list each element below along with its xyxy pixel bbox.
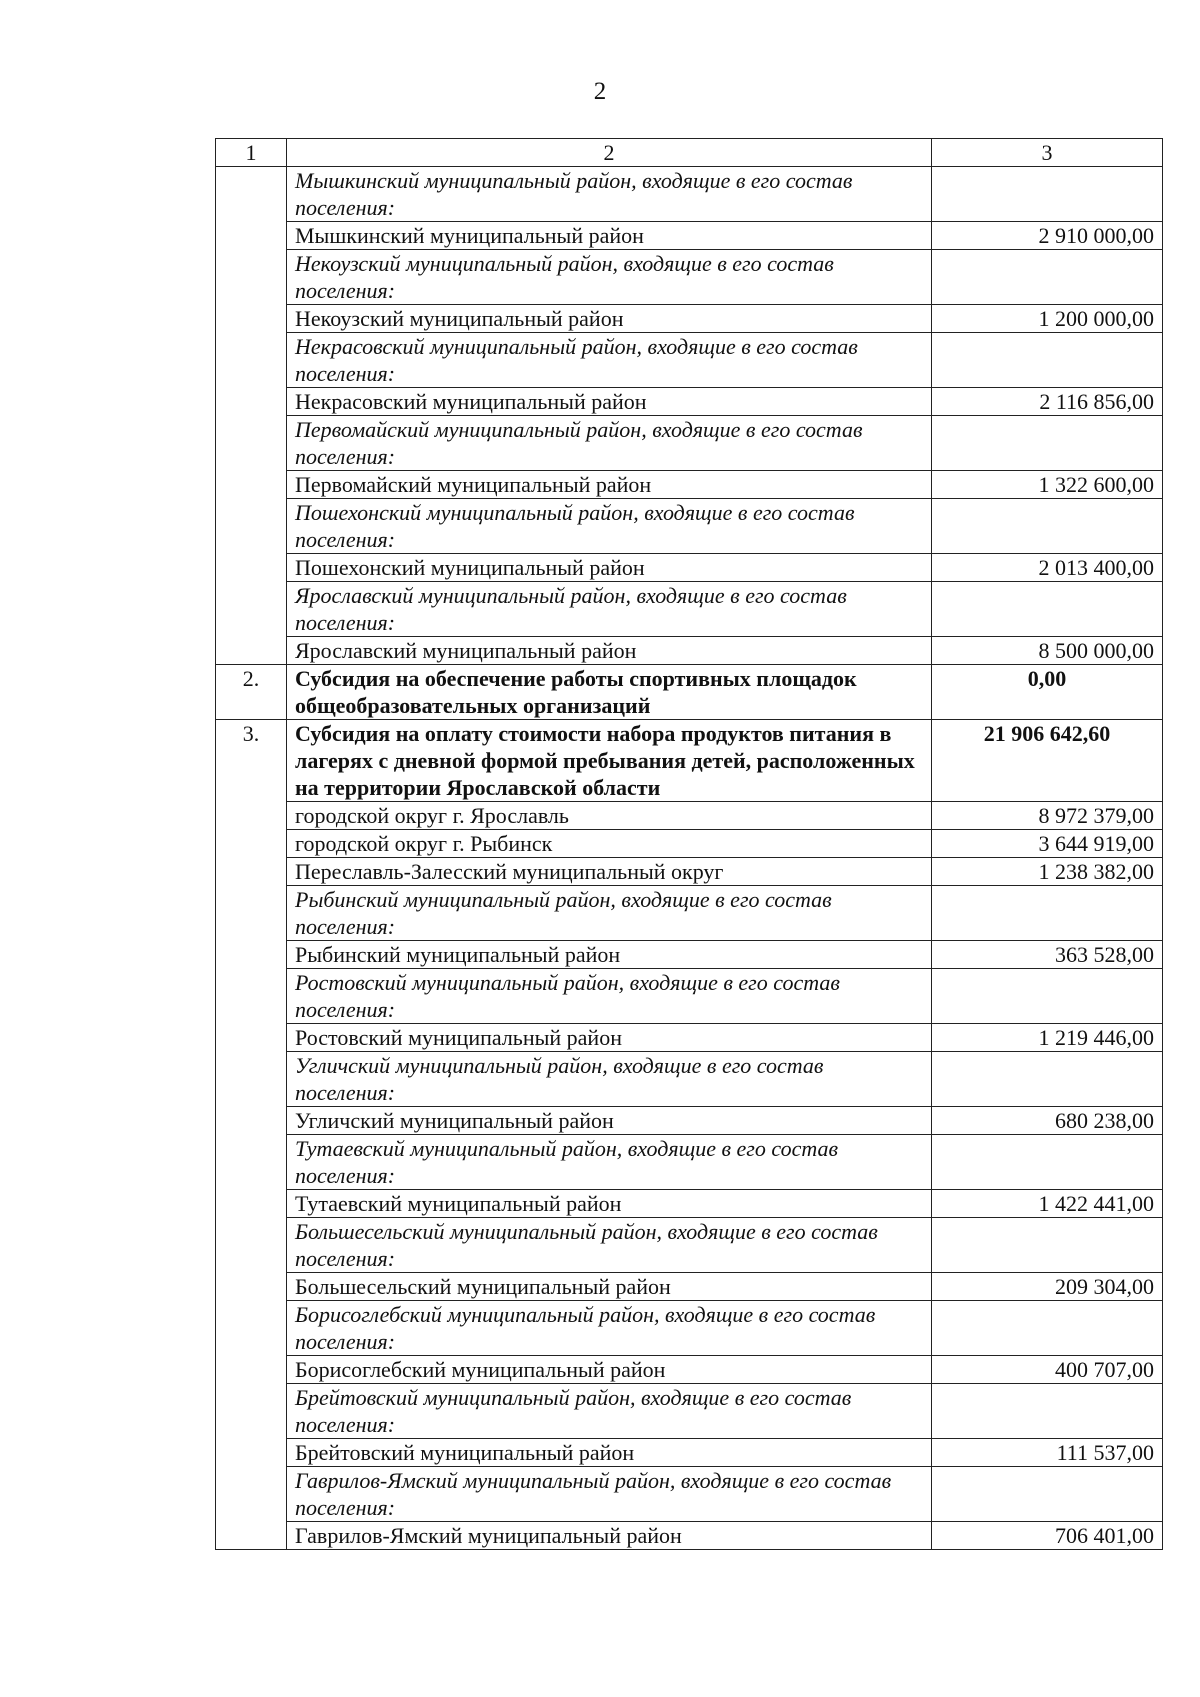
group-heading-row xyxy=(216,250,1163,305)
amount-cell xyxy=(932,333,1163,388)
table-row xyxy=(216,941,1163,969)
section-amount: 21 906 642,60 xyxy=(932,720,1163,802)
row-number: 2. xyxy=(216,665,287,720)
amount-cell: 8 972 379,00 xyxy=(932,802,1163,830)
district-label: Ярославский муниципальный район xyxy=(287,637,932,665)
district-label: Гаврилов-Ямский муниципальный район xyxy=(287,1522,932,1550)
amount-cell: 1 322 600,00 xyxy=(932,471,1163,499)
amount-cell xyxy=(932,250,1163,305)
district-label: Некоузский муниципальный район xyxy=(287,305,932,333)
district-label: Брейтовский муниципальный район xyxy=(287,1439,932,1467)
amount-cell: 3 644 919,00 xyxy=(932,830,1163,858)
amount-cell: 209 304,00 xyxy=(932,1273,1163,1301)
group-heading-row xyxy=(216,1301,1163,1356)
group-heading-row xyxy=(216,1052,1163,1107)
amount-cell xyxy=(932,1384,1163,1439)
table-row xyxy=(216,1190,1163,1218)
district-label: городской округ г. Ярославль xyxy=(287,802,932,830)
group-heading-row xyxy=(216,1218,1163,1273)
group-heading-row xyxy=(216,1135,1163,1190)
group-heading-row xyxy=(216,886,1163,941)
table-row xyxy=(216,388,1163,416)
section-title: Субсидия на обеспечение работы спортивных площадок общеобразовательных организаций xyxy=(287,665,932,720)
district-label: Переславль-Залесский муниципальный округ xyxy=(287,858,932,886)
table-row xyxy=(216,858,1163,886)
table-row xyxy=(216,1356,1163,1384)
amount-cell xyxy=(932,1052,1163,1107)
group-label: Брейтовский муниципальный район, входящие в его состав поселения: xyxy=(287,1384,932,1439)
group-label: Большесельский муниципальный район, входящие в его состав поселения: xyxy=(287,1218,932,1273)
table-row xyxy=(216,1273,1163,1301)
district-label: городской округ г. Рыбинск xyxy=(287,830,932,858)
group-heading-row xyxy=(216,167,1163,222)
district-label: Борисоглебский муниципальный район xyxy=(287,1356,932,1384)
amount-cell xyxy=(932,1135,1163,1190)
amount-cell xyxy=(932,969,1163,1024)
amount-cell xyxy=(932,416,1163,471)
header-col-2: 2 xyxy=(287,139,932,167)
table-header-row xyxy=(216,139,1163,167)
district-label: Мышкинский муниципальный район xyxy=(287,222,932,250)
district-label: Тутаевский муниципальный район xyxy=(287,1190,932,1218)
amount-cell xyxy=(932,1218,1163,1273)
row-number-cell xyxy=(216,167,287,665)
amount-cell: 1 200 000,00 xyxy=(932,305,1163,333)
group-label: Угличский муниципальный район, входящие в его состав поселения: xyxy=(287,1052,932,1107)
section-title: Субсидия на оплату стоимости набора продуктов питания в лагерях с дневной формой пребывания детей, расположенных на территории Ярославской области xyxy=(287,720,932,802)
page-number: 2 xyxy=(593,78,607,105)
table-row xyxy=(216,222,1163,250)
group-heading-row xyxy=(216,416,1163,471)
amount-cell xyxy=(932,499,1163,554)
group-heading-row xyxy=(216,582,1163,637)
section-amount: 0,00 xyxy=(932,665,1163,720)
table-row xyxy=(216,554,1163,582)
district-label: Первомайский муниципальный район xyxy=(287,471,932,499)
group-heading-row xyxy=(216,969,1163,1024)
group-heading-row xyxy=(216,499,1163,554)
district-label: Большесельский муниципальный район xyxy=(287,1273,932,1301)
district-label: Некрасовский муниципальный район xyxy=(287,388,932,416)
amount-cell: 111 537,00 xyxy=(932,1439,1163,1467)
group-label: Борисоглебский муниципальный район, входящие в его состав поселения: xyxy=(287,1301,932,1356)
group-label: Пошехонский муниципальный район, входящие в его состав поселения: xyxy=(287,499,932,554)
group-label: Первомайский муниципальный район, входящие в его состав поселения: xyxy=(287,416,932,471)
amount-cell: 1 422 441,00 xyxy=(932,1190,1163,1218)
group-label: Ростовский муниципальный район, входящие в его состав поселения: xyxy=(287,969,932,1024)
group-label: Рыбинский муниципальный район, входящие в его состав поселения: xyxy=(287,886,932,941)
table-row xyxy=(216,830,1163,858)
amount-cell: 1 219 446,00 xyxy=(932,1024,1163,1052)
amount-cell xyxy=(932,167,1163,222)
district-label: Ростовский муниципальный район xyxy=(287,1024,932,1052)
amount-cell xyxy=(932,582,1163,637)
table-row xyxy=(216,1107,1163,1135)
section-row xyxy=(216,665,1163,720)
amount-cell: 706 401,00 xyxy=(932,1522,1163,1550)
amount-cell: 363 528,00 xyxy=(932,941,1163,969)
district-label: Пошехонский муниципальный район xyxy=(287,554,932,582)
group-label: Мышкинский муниципальный район, входящие в его состав поселения: xyxy=(287,167,932,222)
amount-cell: 680 238,00 xyxy=(932,1107,1163,1135)
table-row xyxy=(216,1024,1163,1052)
amount-cell: 2 116 856,00 xyxy=(932,388,1163,416)
table-row xyxy=(216,305,1163,333)
group-label: Некрасовский муниципальный район, входящие в его состав поселения: xyxy=(287,333,932,388)
group-heading-row xyxy=(216,1467,1163,1522)
group-label: Ярославский муниципальный район, входящие в его состав поселения: xyxy=(287,582,932,637)
table-row xyxy=(216,1439,1163,1467)
amount-cell: 400 707,00 xyxy=(932,1356,1163,1384)
header-col-1: 1 xyxy=(216,139,287,167)
group-heading-row xyxy=(216,333,1163,388)
table-row xyxy=(216,637,1163,665)
group-label: Гаврилов-Ямский муниципальный район, входящие в его состав поселения: xyxy=(287,1467,932,1522)
district-label: Угличский муниципальный район xyxy=(287,1107,932,1135)
subsidy-table xyxy=(215,138,1163,1550)
header-col-3: 3 xyxy=(932,139,1163,167)
amount-cell: 1 238 382,00 xyxy=(932,858,1163,886)
table-row xyxy=(216,471,1163,499)
group-heading-row xyxy=(216,1384,1163,1439)
district-label: Рыбинский муниципальный район xyxy=(287,941,932,969)
amount-cell: 2 013 400,00 xyxy=(932,554,1163,582)
amount-cell xyxy=(932,1301,1163,1356)
amount-cell: 8 500 000,00 xyxy=(932,637,1163,665)
table-row xyxy=(216,1522,1163,1550)
amount-cell xyxy=(932,886,1163,941)
amount-cell: 2 910 000,00 xyxy=(932,222,1163,250)
group-label: Некоузский муниципальный район, входящие в его состав поселения: xyxy=(287,250,932,305)
group-label: Тутаевский муниципальный район, входящие в его состав поселения: xyxy=(287,1135,932,1190)
section-row xyxy=(216,720,1163,802)
amount-cell xyxy=(932,1467,1163,1522)
row-number: 3. xyxy=(216,720,287,1550)
table-row xyxy=(216,802,1163,830)
